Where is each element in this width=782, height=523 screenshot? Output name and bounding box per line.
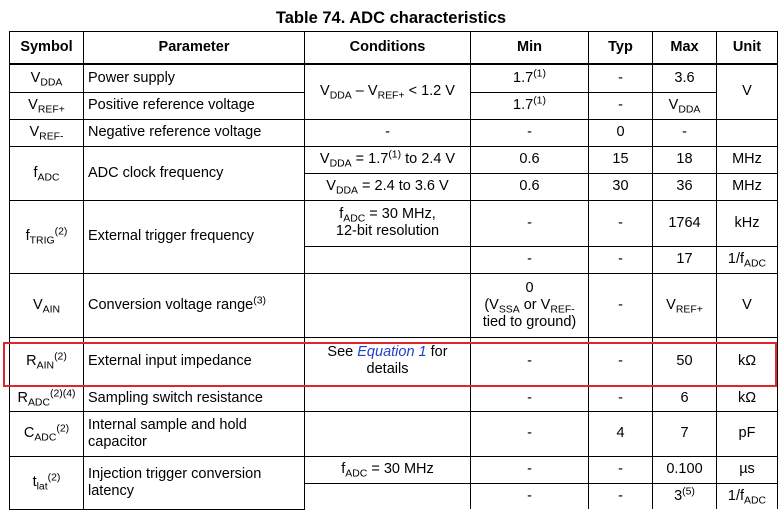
table-row [10,64,778,92]
min-cell: - [471,385,589,411]
max-cell: 18 [653,146,717,173]
symbol-cell: $V_{REF-}$ [10,119,84,146]
conditions-cell [305,411,471,456]
min-cell: 0.6 [471,146,589,173]
min-cell: - [471,337,589,385]
max-cell: 7 [653,411,717,456]
unit-cell: MHz [717,146,778,173]
typ-cell: 30 [589,173,653,200]
min-cell: - [471,456,589,483]
typ-cell: - [589,456,653,483]
max-cell: $V_{DDA}$ [653,92,717,119]
symbol-cell: $R_{ADC}^{(2)(4)}$ [10,385,84,411]
max-cell: 6 [653,385,717,411]
symbol-cell: $R_{AIN}^{(2)}$ [10,337,84,385]
table-row [10,411,778,456]
symbol-cell: $f_{ADC}$ [10,146,84,200]
conditions-cell [305,483,471,509]
header-min: Min [471,32,589,65]
table-row [10,273,778,337]
conditions-cell [305,273,471,337]
typ-cell: - [589,246,653,273]
unit-cell: V [717,273,778,337]
table-row [10,456,778,483]
parameter-cell: Sampling switch resistance [84,385,305,411]
parameter-cell: Negative reference voltage [84,119,305,146]
parameter-cell: ADC clock frequency [84,146,305,200]
symbol-cell: $V_{AIN}$ [10,273,84,337]
unit-cell: V [717,64,778,119]
conditions-cell: $V_{DDA} = 1.7^{(1)}$ to 2.4 V [305,146,471,173]
parameter-cell: Positive reference voltage [84,92,305,119]
table-row [10,200,778,246]
typ-cell: - [589,385,653,411]
symbol-cell: $t_{lat}^{(2)}$ [10,456,84,509]
unit-cell: kHz [717,200,778,246]
max-cell: 36 [653,173,717,200]
min-cell: 1.7$^{(1)}$ [471,92,589,119]
conditions-cell: - [305,119,471,146]
max-cell: $V_{REF+}$ [653,273,717,337]
parameter-cell: External trigger frequency [84,200,305,273]
unit-cell: pF [717,411,778,456]
unit-cell: µs [717,456,778,483]
min-cell: - [471,483,589,509]
min-cell: 0 ($V_{SSA}$ or $V_{REF-}$ tied to ground) [471,273,589,337]
min-cell: - [471,246,589,273]
typ-cell: - [589,273,653,337]
parameter-cell: External input impedance [84,337,305,385]
conditions-cell [305,246,471,273]
conditions-cell: See Equation 1 for details [305,337,471,385]
header-unit: Unit [717,32,778,65]
symbol-cell: $V_{DDA}$ [10,64,84,92]
min-cell: 1.7$^{(1)}$ [471,64,589,92]
max-cell: 3.6 [653,64,717,92]
unit-cell: $1/f_{ADC}$ [717,483,778,509]
typ-cell: 4 [589,411,653,456]
typ-cell: - [589,483,653,509]
unit-cell [717,119,778,146]
parameter-cell: Internal sample and hold capacitor [84,411,305,456]
header-conditions: Conditions [305,32,471,65]
header-symbol: Symbol [10,32,84,65]
table-row [10,119,778,146]
typ-cell: - [589,337,653,385]
min-cell: - [471,119,589,146]
conditions-cell: $f_{ADC} = 30$ MHz, 12-bit resolution [305,200,471,246]
max-cell: 3$^{(5)}$ [653,483,717,509]
table-row [10,385,778,411]
symbol-cell: $f_{TRIG}^{(2)}$ [10,200,84,273]
header-max: Max [653,32,717,65]
unit-cell: MHz [717,173,778,200]
header-typ: Typ [589,32,653,65]
parameter-cell: Conversion voltage range$^{(3)}$ [84,273,305,337]
conditions-cell: $V_{DDA} = 2.4$ to 3.6 V [305,173,471,200]
header-row [10,32,778,65]
conditions-cell: $f_{ADC} = 30$ MHz [305,456,471,483]
parameter-cell: Injection trigger conversion latency [84,456,305,509]
typ-cell: - [589,200,653,246]
unit-cell: kΩ [717,337,778,385]
min-cell: - [471,200,589,246]
min-cell: - [471,411,589,456]
conditions-cell: $V_{DDA} - V_{REF+} < 1.2$ V [305,64,471,119]
symbol-cell: $C_{ADC}^{(2)}$ [10,411,84,456]
max-cell: 0.100 [653,456,717,483]
unit-cell: kΩ [717,385,778,411]
max-cell: 50 [653,337,717,385]
unit-cell: $1/f_{ADC}$ [717,246,778,273]
typ-cell: 15 [589,146,653,173]
max-cell: - [653,119,717,146]
table-title: Table 74. ADC characteristics [275,9,507,27]
table-row [10,146,778,173]
typ-cell: - [589,64,653,92]
table-row-highlighted [10,337,778,385]
equation-link[interactable]: Equation 1 [357,344,427,360]
min-cell: 0.6 [471,173,589,200]
parameter-cell: Power supply [84,64,305,92]
adc-characteristics-table [9,31,778,510]
typ-cell: - [589,92,653,119]
typ-cell: 0 [589,119,653,146]
symbol-cell: $V_{REF+}$ [10,92,84,119]
max-cell: 1764 [653,200,717,246]
max-cell: 17 [653,246,717,273]
conditions-cell [305,385,471,411]
header-parameter: Parameter [84,32,305,65]
